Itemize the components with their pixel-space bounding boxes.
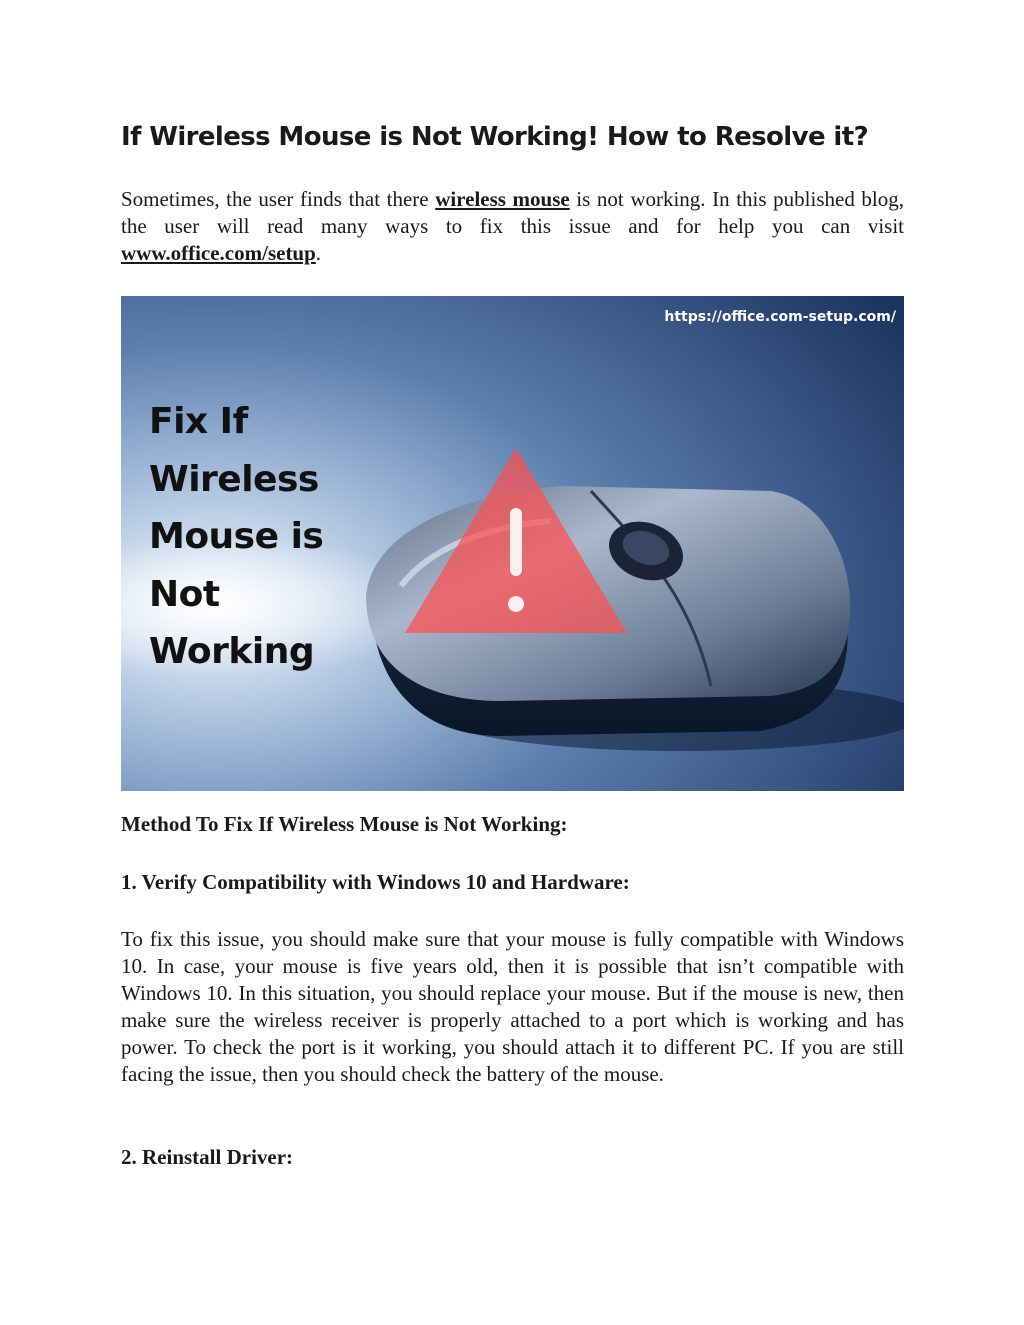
page-title: If Wireless Mouse is Not Working! How to Resolve it? xyxy=(121,122,869,152)
hero-caption-line: Working xyxy=(149,631,315,672)
intro-paragraph xyxy=(121,186,904,267)
step1-paragraph: To fix this issue, you should make sure that your mouse is fully compatible with Windows 10. In case, your mouse is five years old, then it is possible that isn’t compatible with Windows 10. In this situation, you should replace your mouse. But if the mouse is new, then make sure the wireless receiver is properly attached to a port which is working and has power. To check the port is it working, you should attach it to different PC. If you are still facing the issue, then you should check the battery of the mouse. xyxy=(121,927,904,1086)
office-setup-link[interactable]: www.office.com/setup xyxy=(121,241,316,265)
step1-heading: 1. Verify Compatibility with Windows 10 and Hardware: xyxy=(121,870,630,894)
hero-url-text: https://office.com-setup.com/ xyxy=(664,309,896,325)
wireless-mouse-link[interactable]: wireless mouse xyxy=(435,187,570,211)
hero-caption-line: Not xyxy=(149,573,220,615)
intro-text-before: Sometimes, the user finds that there xyxy=(121,187,436,211)
hero-caption-line: Mouse is xyxy=(149,516,324,557)
intro-text-middle: is not working. In this published blog, the user will read many ways to fix this issue and for help you can visit xyxy=(121,187,904,238)
hero-image xyxy=(121,296,904,791)
hero-caption xyxy=(149,393,323,681)
method-heading: Method To Fix If Wireless Mouse is Not Working: xyxy=(121,812,568,836)
step2-heading: 2. Reinstall Driver: xyxy=(121,1145,294,1169)
hero-caption-line: Wireless xyxy=(149,458,319,500)
hero-caption-line: Fix If xyxy=(149,401,248,442)
intro-text-after: . xyxy=(315,241,322,265)
